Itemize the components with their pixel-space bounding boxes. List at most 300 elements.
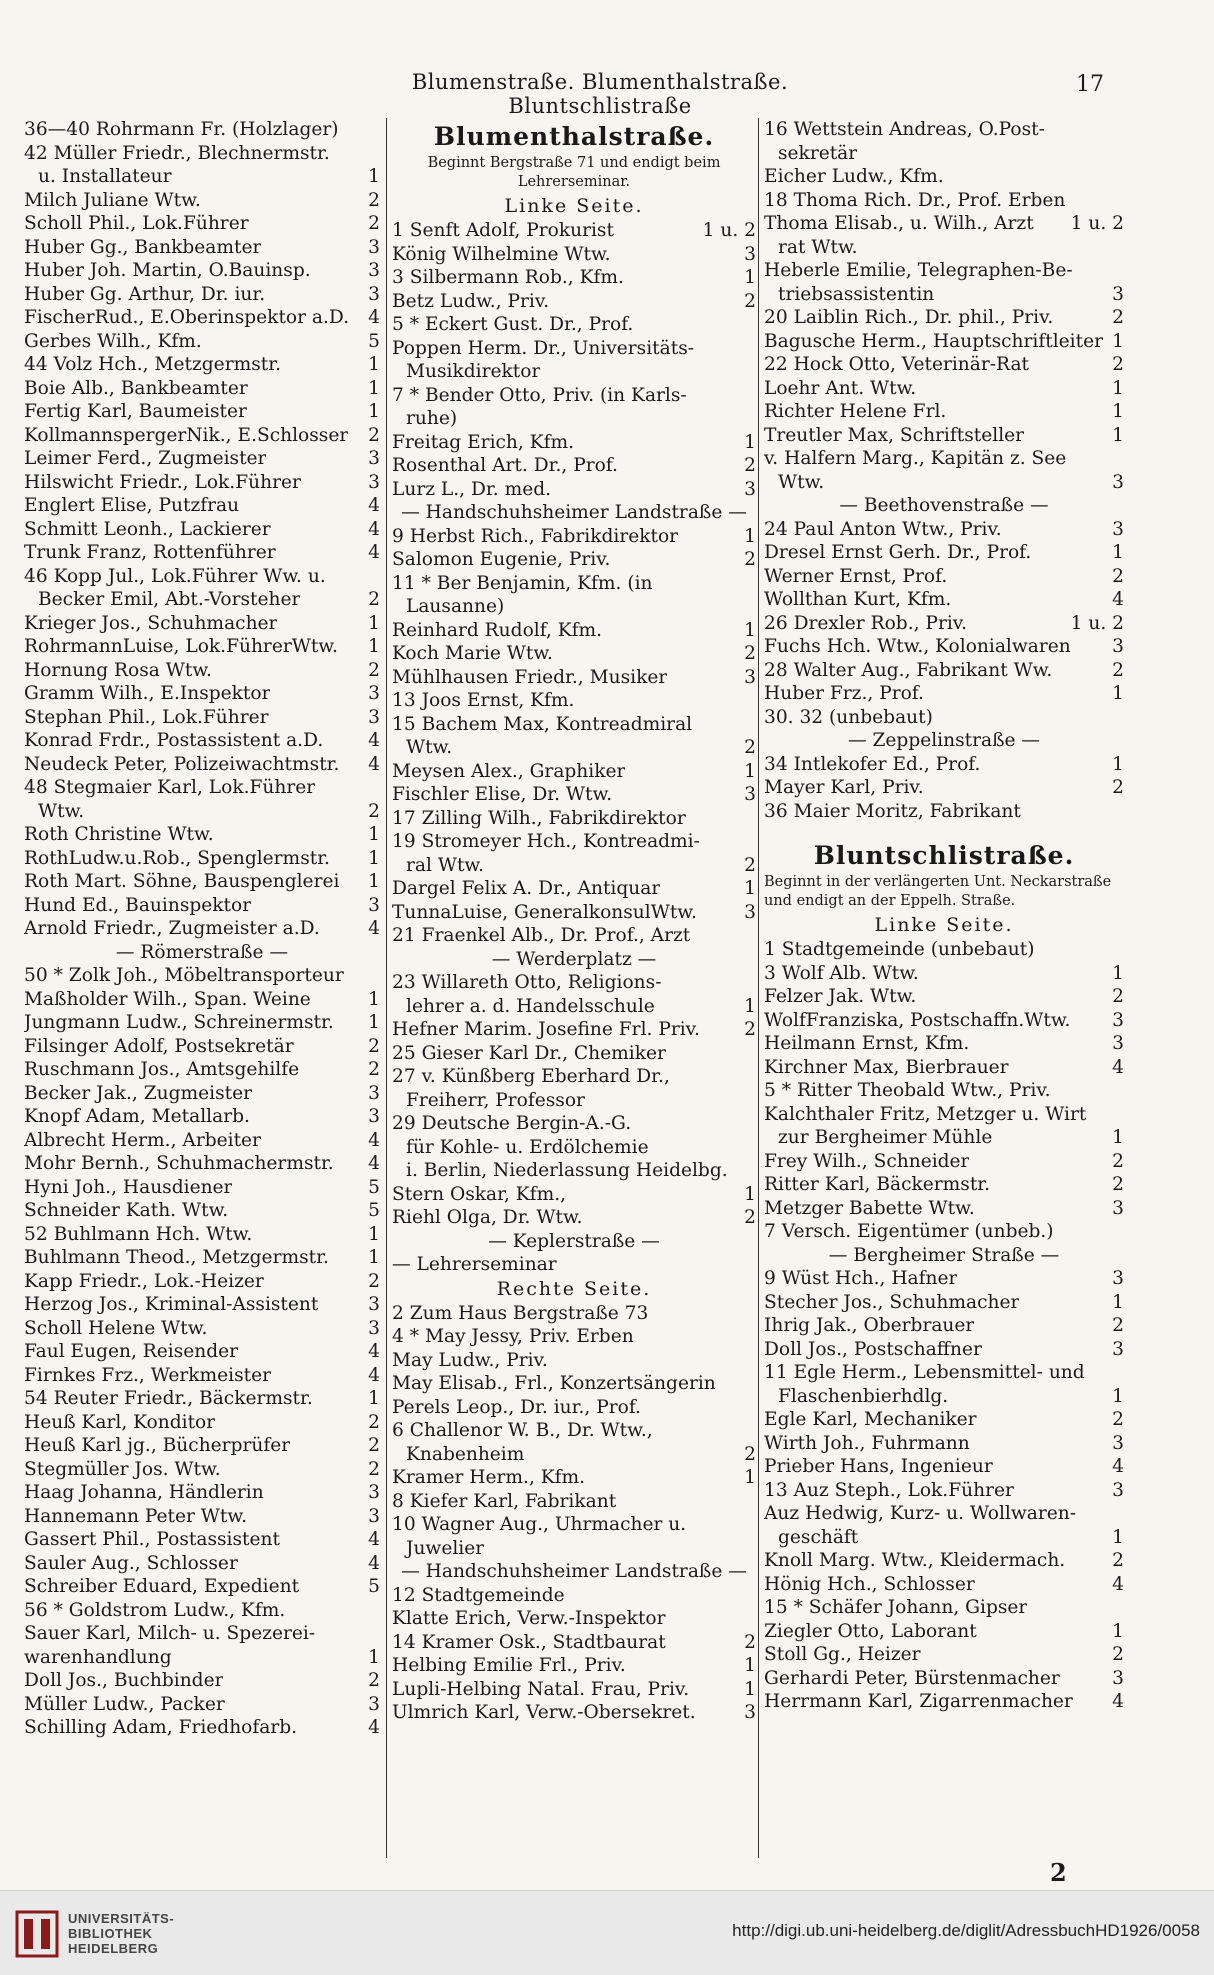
- floor-number: 2: [368, 1035, 380, 1057]
- floor-number: 1: [368, 377, 380, 399]
- floor-number: 3: [368, 1505, 380, 1527]
- floor-number: 3: [1112, 1197, 1124, 1219]
- entry-text: Egle Karl, Mechaniker: [764, 1409, 977, 1430]
- floor-number: 1: [1112, 683, 1124, 704]
- directory-entry: [392, 830, 756, 854]
- directory-entry: [764, 659, 1124, 683]
- directory-entry: [764, 142, 1124, 166]
- directory-entry: [24, 565, 380, 589]
- entry-text: Scholl Helene Wtw.: [24, 1317, 208, 1339]
- entry-text: Schilling Adam, Friedhofarb.: [24, 1717, 298, 1738]
- directory-entry: [392, 689, 756, 713]
- floor-number: 3: [368, 471, 380, 493]
- listing-bluntschli: [764, 938, 1124, 1714]
- entry-text: Milch Juliane Wtw.: [24, 189, 201, 211]
- floor-number: 1: [744, 267, 756, 288]
- entry-text: Neudeck Peter, Polizeiwachtmstr.: [24, 753, 340, 775]
- floor-number: 3: [368, 894, 380, 916]
- directory-entry: [24, 142, 380, 166]
- directory-entry: [392, 1206, 756, 1230]
- floor-number: 2: [744, 643, 756, 664]
- entry-text: Ihrig Jak., Oberbrauer: [764, 1315, 975, 1336]
- directory-entry: [24, 1293, 380, 1317]
- entry-text: 4 * May Jessy, Priv. Erben: [392, 1326, 634, 1347]
- directory-entry: [392, 1065, 756, 1089]
- floor-number: 4: [368, 1364, 380, 1386]
- directory-entry: [392, 760, 756, 784]
- floor-number: 3: [368, 448, 380, 469]
- directory-entry: [764, 1361, 1124, 1385]
- directory-entry: [392, 572, 756, 596]
- directory-entry: [764, 1526, 1124, 1550]
- entry-text: 6 Challenor W. B., Dr. Wtw.,: [392, 1420, 653, 1441]
- directory-entry: [764, 938, 1124, 962]
- entry-text: 36 Maier Moritz, Fabrikant: [764, 800, 1021, 822]
- directory-entry: [24, 1693, 380, 1717]
- floor-number: 2: [1112, 1409, 1124, 1430]
- entry-text: Heuß Karl, Konditor: [24, 1411, 216, 1433]
- listing-left: [392, 219, 756, 1277]
- cross-street-divider: [392, 948, 756, 972]
- entry-text: — Werderplatz —: [491, 948, 657, 970]
- directory-entry: [24, 1058, 380, 1082]
- entry-text: Leimer Ferd., Zugmeister: [24, 448, 267, 469]
- floor-number: 3: [1112, 1667, 1124, 1689]
- entry-text: Fertig Karl, Baumeister: [24, 401, 247, 422]
- entry-text: 5 * Eckert Gust. Dr., Prof.: [392, 314, 634, 335]
- entry-text: Maßholder Wilh., Span. Weine: [24, 988, 311, 1010]
- directory-entry: [764, 1338, 1124, 1362]
- floor-number: 3: [368, 1082, 380, 1104]
- floor-number: 1: [744, 995, 756, 1017]
- entry-text: Hornung Rosa Wtw.: [24, 659, 212, 681]
- entry-text: Buhlmann Theod., Metzgermstr.: [24, 1247, 329, 1268]
- directory-entry: [392, 313, 756, 337]
- cross-street-divider: [764, 494, 1124, 518]
- entry-text: Huber Frz., Prof.: [764, 683, 924, 704]
- entry-text: i. Berlin, Niederlassung Heidelbg.: [406, 1160, 728, 1181]
- source-url-link[interactable]: http://digi.ub.uni-heidelberg.de/diglit/AdressbuchHD1926/0058: [732, 1921, 1200, 1940]
- directory-entry: [392, 1018, 756, 1042]
- directory-entry: [392, 642, 756, 666]
- entry-text: 1 Senft Adolf, Prokurist: [392, 220, 614, 241]
- floor-number: 4: [1112, 1456, 1124, 1477]
- entry-text: 12 Stadtgemeinde: [392, 1584, 565, 1606]
- entry-text: Englert Elise, Putzfrau: [24, 495, 240, 516]
- entry-text: Lausanne): [406, 596, 505, 617]
- directory-entry: [764, 1291, 1124, 1315]
- entry-text: Hilswicht Friedr., Lok.Führer: [24, 471, 301, 493]
- entry-text: May Ludw., Priv.: [392, 1349, 548, 1371]
- entry-text: Bagusche Herm., Hauptschriftleiter: [764, 330, 1103, 352]
- directory-entry: [392, 1443, 756, 1467]
- entry-text: 18 Thoma Rich. Dr., Prof. Erben: [764, 189, 1066, 211]
- floor-number: 2: [1112, 354, 1124, 375]
- directory-entry: [24, 283, 380, 307]
- entry-text: Knoll Marg. Wtw., Kleidermach.: [764, 1550, 1066, 1571]
- floor-number: 1: [368, 1247, 380, 1268]
- directory-entry: [24, 1552, 380, 1576]
- directory-entry: [764, 635, 1124, 659]
- directory-entry: [24, 1716, 380, 1740]
- directory-entry: [24, 823, 380, 847]
- entry-text: — Bergheimer Straße —: [828, 1244, 1060, 1266]
- column-1: [24, 118, 380, 1740]
- floor-number: 2: [1112, 659, 1124, 681]
- floor-number: 1: [368, 612, 380, 634]
- floor-number: 2: [1112, 1150, 1124, 1172]
- entry-text: Ulmrich Karl, Verw.-Obersekret.: [392, 1702, 696, 1723]
- floor-number: 1: [1112, 1127, 1124, 1148]
- entry-text: Freiherr, Professor: [406, 1089, 585, 1111]
- street-title-bluntschlistrasse: Bluntschlistraße.: [813, 841, 1075, 870]
- entry-text: Arnold Friedr., Zugmeister a.D.: [24, 918, 320, 939]
- floor-number: 3: [1112, 1432, 1124, 1454]
- directory-entry: [764, 353, 1124, 377]
- directory-entry: [392, 266, 756, 290]
- directory-entry: [764, 259, 1124, 283]
- entry-text: Fuchs Hch. Wtw., Kolonialwaren: [764, 636, 1071, 657]
- entry-text: geschäft: [778, 1526, 859, 1548]
- entry-text: 24 Paul Anton Wtw., Priv.: [764, 518, 1002, 540]
- entry-text: lehrer a. d. Handelsschule: [406, 995, 655, 1017]
- entry-text: Rosenthal Art. Dr., Prof.: [392, 455, 618, 476]
- entry-text: Sauer Karl, Milch- u. Spezerei-: [24, 1623, 316, 1644]
- entry-text: KollmannspergerNik., E.Schlosser: [24, 424, 349, 446]
- directory-entry: [764, 165, 1124, 189]
- floor-number: 1: [368, 1646, 380, 1668]
- entry-text: Müller Ludw., Packer: [24, 1693, 225, 1715]
- floor-number: 1: [368, 401, 380, 422]
- entry-text: 22 Hock Otto, Veterinär-Rat: [764, 354, 1030, 375]
- entry-text: Herzog Jos., Kriminal-Assistent: [24, 1294, 319, 1315]
- entry-text: Lurz L., Dr. med.: [392, 478, 552, 500]
- cross-street-divider: [392, 1560, 756, 1584]
- street-title-blumenthalstrasse: Blumenthalstraße.: [433, 122, 715, 151]
- floor-number: 3: [1112, 1033, 1124, 1054]
- entry-text: für Kohle- u. Erdölchemie: [406, 1136, 649, 1158]
- entry-text: Wollthan Kurt, Kfm.: [764, 589, 952, 610]
- directory-entry: [764, 212, 1124, 236]
- entry-text: Meysen Alex., Graphiker: [392, 760, 626, 782]
- floor-number: 1: [744, 525, 756, 547]
- entry-text: FischerRud., E.Oberinspektor a.D.: [24, 307, 350, 328]
- entry-text: sekretär: [778, 142, 858, 164]
- entry-text: Helbing Emilie Frl., Priv.: [392, 1655, 626, 1676]
- entry-text: 8 Kiefer Karl, Fabrikant: [392, 1490, 617, 1512]
- floor-number: 1: [744, 878, 756, 899]
- directory-entry: [764, 1267, 1124, 1291]
- directory-entry: [764, 377, 1124, 401]
- street-note: Beginnt Bergstraße 71 und endigt beim Lehrerseminar.: [427, 155, 721, 190]
- floor-number: 3: [1112, 1338, 1124, 1360]
- entry-text: Huber Joh. Martin, O.Bauinsp.: [24, 260, 311, 281]
- entry-text: Haag Johanna, Händlerin: [24, 1482, 264, 1503]
- floor-number: 3: [368, 1317, 380, 1339]
- floor-number: 1: [1112, 377, 1124, 399]
- floor-number: 1: [368, 1388, 380, 1409]
- entry-text: Filsinger Adolf, Postsekretär: [24, 1035, 294, 1057]
- entry-text: Roth Christine Wtw.: [24, 824, 214, 845]
- entry-text: Roth Mart. Söhne, Bauspenglerei: [24, 871, 340, 892]
- floor-number: 1: [368, 988, 380, 1010]
- directory-entry: [392, 525, 756, 549]
- directory-entry: [24, 1528, 380, 1552]
- floor-number: 1: [744, 1655, 756, 1676]
- directory-entry: [764, 330, 1124, 354]
- directory-entry: [24, 118, 380, 142]
- floor-number: 2: [744, 1443, 756, 1465]
- directory-entry: [392, 713, 756, 737]
- floor-number: 1: [1112, 542, 1124, 563]
- directory-entry: [392, 1419, 756, 1443]
- entry-text: RohrmannLuise, Lok.FührerWtw.: [24, 636, 338, 657]
- directory-entry: [24, 189, 380, 213]
- directory-entry: [764, 283, 1124, 307]
- directory-entry: [764, 1479, 1124, 1503]
- directory-entry: [24, 1458, 380, 1482]
- directory-entry: [764, 1079, 1124, 1103]
- directory-entry: [24, 706, 380, 730]
- directory-entry: [392, 1490, 756, 1514]
- entry-text: Richter Helene Frl.: [764, 401, 947, 422]
- floor-number: 2: [1112, 1315, 1124, 1336]
- entry-text: Frey Wilh., Schneider: [764, 1150, 970, 1172]
- entry-text: Musikdirektor: [406, 361, 541, 382]
- floor-number: 1: [744, 760, 756, 782]
- directory-entry: [764, 1314, 1124, 1338]
- entry-text: triebsassistentin: [778, 283, 935, 305]
- entry-text: Thoma Elisab., u. Wilh., Arzt: [764, 213, 1034, 234]
- entry-text: 17 Zilling Wilh., Fabrikdirektor: [392, 807, 686, 829]
- entry-text: 26 Drexler Rob., Priv.: [764, 612, 967, 634]
- floor-number: 3: [744, 1702, 756, 1723]
- entry-text: Scholl Phil., Lok.Führer: [24, 213, 249, 234]
- floor-number: 5: [368, 1200, 380, 1221]
- entry-text: Kalchthaler Fritz, Metzger u. Wirt: [764, 1103, 1087, 1125]
- directory-entry: [24, 212, 380, 236]
- entry-text: Felzer Jak. Wtw.: [764, 986, 917, 1007]
- entry-text: 25 Gieser Karl Dr., Chemiker: [392, 1042, 666, 1064]
- directory-entry: [24, 635, 380, 659]
- side-heading-left: Linke Seite.: [504, 195, 644, 217]
- directory-entry: [764, 1385, 1124, 1409]
- floor-number: 4: [368, 730, 380, 751]
- entry-text: Knopf Adam, Metallarb.: [24, 1106, 250, 1127]
- directory-entry: [24, 1152, 380, 1176]
- directory-entry: [392, 1253, 756, 1277]
- directory-entry: [24, 682, 380, 706]
- entry-text: Eicher Ludw., Kfm.: [764, 166, 944, 187]
- entry-text: Salomon Eugenie, Priv.: [392, 549, 611, 570]
- directory-entry: [24, 1011, 380, 1035]
- entry-text: 30. 32 (unbebaut): [764, 706, 933, 728]
- directory-entry: [24, 494, 380, 518]
- floor-number: 4: [368, 753, 380, 775]
- entry-text: Heberle Emilie, Telegraphen-Be-: [764, 260, 1073, 281]
- directory-entry: [764, 541, 1124, 565]
- entry-text: Wtw.: [38, 800, 85, 822]
- entry-text: Ziegler Otto, Laborant: [764, 1620, 977, 1642]
- floor-number: 5: [368, 330, 380, 352]
- entry-text: Koch Marie Wtw.: [392, 643, 553, 664]
- entry-text: Lupli-Helbing Natal. Frau, Priv.: [392, 1678, 690, 1700]
- entry-text: Poppen Herm. Dr., Universitäts-: [392, 337, 695, 359]
- directory-entry: [764, 1150, 1124, 1174]
- directory-entry: [392, 901, 756, 925]
- directory-entry: [764, 1173, 1124, 1197]
- floor-number: 1: [1112, 424, 1124, 446]
- entry-text: Metzger Babette Wtw.: [764, 1197, 975, 1219]
- entry-text: Wirth Joh., Fuhrmann: [764, 1432, 970, 1454]
- entry-text: Hund Ed., Bauinspektor: [24, 894, 252, 916]
- directory-entry: [392, 1396, 756, 1420]
- entry-text: Hönig Hch., Schlosser: [764, 1573, 975, 1595]
- floor-number: 2: [368, 424, 380, 446]
- directory-entry: [392, 1325, 756, 1349]
- directory-entry: [764, 189, 1124, 213]
- entry-text: u. Installateur: [38, 166, 172, 187]
- directory-entry: [392, 243, 756, 267]
- entry-text: Gassert Phil., Postassistent: [24, 1529, 280, 1550]
- directory-entry: [392, 454, 756, 478]
- directory-entry: [392, 478, 756, 502]
- floor-number: 1 u. 2: [1070, 213, 1124, 234]
- entry-text: Ruschmann Jos., Amtsgehilfe: [24, 1059, 300, 1080]
- running-head: Blumenstraße. Blumenthalstraße. Bluntschlistraße: [411, 70, 789, 118]
- floor-number: 2: [1112, 565, 1124, 587]
- floor-number: 1: [744, 1678, 756, 1700]
- directory-entry: [764, 962, 1124, 986]
- directory-entry: [24, 400, 380, 424]
- floor-number: 4: [368, 307, 380, 328]
- directory-entry: [24, 1575, 380, 1599]
- entry-text: Kirchner Max, Bierbrauer: [764, 1056, 1009, 1078]
- directory-entry: [24, 894, 380, 918]
- directory-entry: [24, 917, 380, 941]
- floor-number: 3: [1112, 1268, 1124, 1289]
- entry-text: 56 * Goldstrom Ludw., Kfm.: [24, 1599, 286, 1621]
- directory-entry: [24, 518, 380, 542]
- directory-entry: [392, 1654, 756, 1678]
- entry-text: — Handschuhsheimer Landstraße —: [401, 502, 747, 523]
- entry-text: 1 Stadtgemeinde (unbebaut): [764, 939, 1035, 960]
- directory-entry: [764, 1009, 1124, 1033]
- entry-text: Mühlhausen Friedr., Musiker: [392, 666, 668, 688]
- entry-text: WolfFranziska, Postschaffn.Wtw.: [764, 1009, 1071, 1031]
- library-name: UNIVERSITÄTS- BIBLIOTHEK HEIDELBERG: [68, 1911, 175, 1956]
- entry-text: Hannemann Peter Wtw.: [24, 1505, 247, 1527]
- directory-entry: [24, 1411, 380, 1435]
- floor-number: 4: [368, 918, 380, 939]
- floor-number: 3: [1112, 1479, 1124, 1501]
- cross-street-divider: [392, 1230, 756, 1254]
- entry-text: v. Halfern Marg., Kapitän z. See: [764, 448, 1067, 469]
- directory-entry: [764, 565, 1124, 589]
- entry-text: Stern Oskar, Kfm.,: [392, 1183, 567, 1205]
- floor-number: 3: [368, 1106, 380, 1127]
- floor-number: 2: [1112, 307, 1124, 328]
- floor-number: 2: [368, 1270, 380, 1292]
- directory-entry: [24, 330, 380, 354]
- floor-number: 1: [1112, 1291, 1124, 1313]
- directory-entry: [392, 360, 756, 384]
- directory-entry: [24, 1364, 380, 1388]
- floor-number: 2: [1112, 1644, 1124, 1665]
- directory-entry: [24, 1246, 380, 1270]
- directory-entry: [392, 1537, 756, 1561]
- floor-number: 3: [744, 901, 756, 923]
- directory-entry: [764, 1032, 1124, 1056]
- floor-number: 3: [368, 706, 380, 728]
- directory-entry: [392, 854, 756, 878]
- floor-number: 3: [368, 260, 380, 281]
- entry-text: 44 Volz Hch., Metzgermstr.: [24, 354, 281, 375]
- directory-entry: [392, 1089, 756, 1113]
- floor-number: 2: [368, 589, 380, 610]
- directory-entry: [392, 219, 756, 243]
- floor-number: 1 u. 2: [702, 220, 756, 241]
- column-2: [392, 118, 756, 1725]
- floor-number: 2: [744, 737, 756, 758]
- directory-entry: [24, 776, 380, 800]
- directory-entry: [24, 1434, 380, 1458]
- directory-entry: [764, 471, 1124, 495]
- directory-entry: [392, 924, 756, 948]
- directory-entry: [764, 985, 1124, 1009]
- entry-text: 48 Stegmaier Karl, Lok.Führer: [24, 777, 316, 798]
- floor-number: 4: [368, 518, 380, 540]
- directory-entry: [764, 776, 1124, 800]
- entry-text: 7 Versch. Eigentümer (unbeb.): [764, 1221, 1054, 1242]
- entry-text: Hefner Marim. Josefine Frl. Priv.: [392, 1019, 700, 1040]
- floor-number: 1: [1112, 962, 1124, 984]
- floor-number: 2: [1112, 986, 1124, 1007]
- entry-text: Firnkes Frz., Werkmeister: [24, 1364, 271, 1386]
- directory-entry: [392, 290, 756, 314]
- entry-text: 10 Wagner Aug., Uhrmacher u.: [392, 1514, 687, 1535]
- street-note: Beginnt in der verlängerten Unt. Neckarstraße und endigt an der Eppelh. Straße.: [764, 874, 1112, 909]
- entry-text: Jungmann Ludw., Schreinermstr.: [24, 1012, 334, 1033]
- directory-entry: [764, 612, 1124, 636]
- floor-number: 1: [368, 354, 380, 375]
- directory-entry: [392, 971, 756, 995]
- floor-number: 2: [368, 1458, 380, 1480]
- floor-number: 1: [1112, 401, 1124, 422]
- directory-entry: [764, 706, 1124, 730]
- entry-text: Betz Ludw., Priv.: [392, 290, 550, 312]
- entry-text: 34 Intlekofer Ed., Prof.: [764, 753, 981, 775]
- entry-text: — Römerstraße —: [115, 941, 289, 963]
- directory-entry: [392, 1183, 756, 1207]
- directory-entry: [24, 1199, 380, 1223]
- directory-entry: [392, 1584, 756, 1608]
- entry-text: Becker Emil, Abt.-Vorsteher: [38, 589, 301, 610]
- floor-number: 2: [744, 1019, 756, 1040]
- directory-entry: [392, 1631, 756, 1655]
- entry-text: 9 Herbst Rich., Fabrikdirektor: [392, 525, 679, 547]
- spacer: [764, 823, 1124, 837]
- entry-text: 13 Joos Ernst, Kfm.: [392, 690, 575, 711]
- entry-text: 50 * Zolk Joh., Möbeltransporteur: [24, 965, 344, 986]
- directory-entry: [392, 407, 756, 431]
- signature-mark: 2: [1050, 1858, 1067, 1887]
- floor-number: 2: [1112, 1174, 1124, 1195]
- floor-number: 4: [368, 495, 380, 516]
- entry-text: 36—40 Rohrmann Fr. (Holzlager): [24, 119, 339, 140]
- entry-text: 15 Bachem Max, Kontreadmiral: [392, 713, 693, 735]
- floor-number: 4: [368, 1529, 380, 1550]
